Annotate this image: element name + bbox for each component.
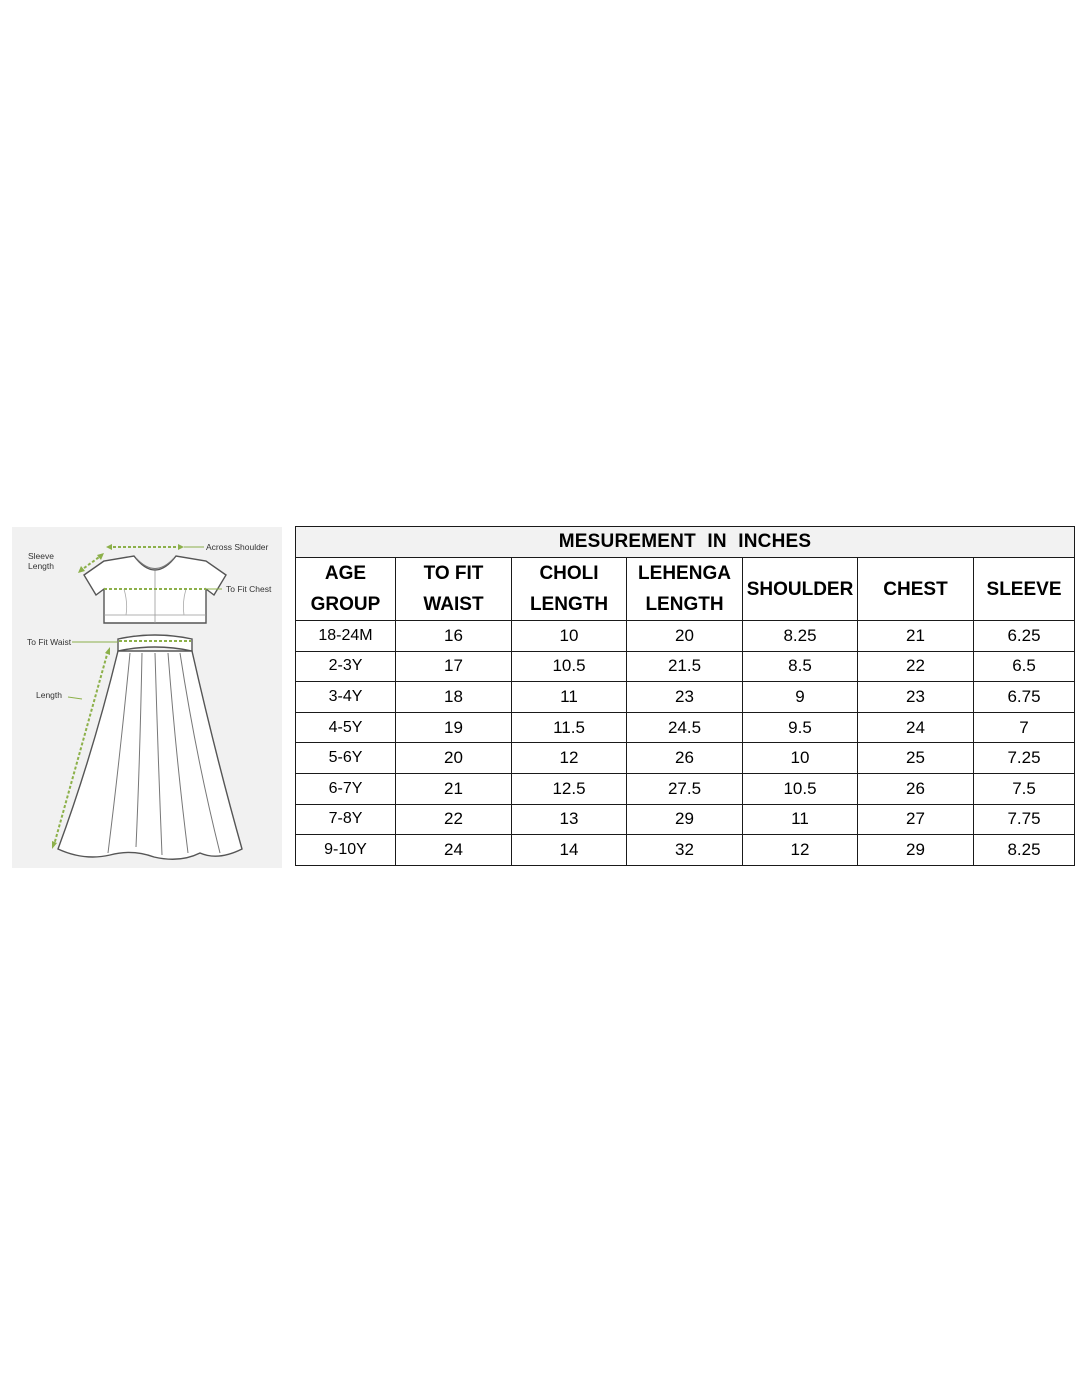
cell-age-group: 3-4Y — [296, 682, 396, 713]
cell-shoulder: 8.5 — [743, 651, 858, 682]
cell-sleeve: 6.75 — [974, 682, 1075, 713]
cell-age-group: 4-5Y — [296, 712, 396, 743]
cell-lehenga-length: 29 — [627, 804, 743, 835]
cell-chest: 25 — [858, 743, 974, 774]
cell-to-fit-waist: 16 — [396, 621, 512, 652]
cell-lehenga-length: 26 — [627, 743, 743, 774]
cell-to-fit-waist: 19 — [396, 712, 512, 743]
sleeve-length-label-1: Sleeve — [28, 551, 54, 561]
cell-choli-length: 14 — [512, 835, 627, 866]
header-lehenga-length: LEHENGA LENGTH — [627, 558, 743, 621]
cell-sleeve: 6.25 — [974, 621, 1075, 652]
cell-shoulder: 12 — [743, 835, 858, 866]
cell-sleeve: 7.75 — [974, 804, 1075, 835]
cell-chest: 27 — [858, 804, 974, 835]
cell-chest: 22 — [858, 651, 974, 682]
table-row — [296, 712, 1075, 743]
to-fit-chest-label: To Fit Chest — [226, 584, 272, 594]
size-chart-table — [295, 526, 1075, 866]
cell-to-fit-waist: 22 — [396, 804, 512, 835]
cell-shoulder: 11 — [743, 804, 858, 835]
cell-sleeve: 7.5 — [974, 773, 1075, 804]
cell-to-fit-waist: 17 — [396, 651, 512, 682]
cell-age-group: 18-24M — [296, 621, 396, 652]
table-title-row — [296, 527, 1075, 558]
header-sleeve: SLEEVE — [974, 558, 1075, 621]
table-row — [296, 835, 1075, 866]
across-shoulder-label: Across Shoulder — [206, 542, 269, 552]
table-body — [296, 621, 1075, 866]
length-label: Length — [36, 690, 62, 700]
header-age-group: AGE GROUP — [296, 558, 396, 621]
cell-shoulder: 10.5 — [743, 773, 858, 804]
cell-age-group: 9-10Y — [296, 835, 396, 866]
table-row — [296, 773, 1075, 804]
to-fit-waist-label: To Fit Waist — [27, 637, 72, 647]
table-row — [296, 804, 1075, 835]
cell-to-fit-waist: 20 — [396, 743, 512, 774]
table-row — [296, 682, 1075, 713]
cell-lehenga-length: 20 — [627, 621, 743, 652]
header-to-fit-waist: TO FIT WAIST — [396, 558, 512, 621]
cell-lehenga-length: 23 — [627, 682, 743, 713]
cell-lehenga-length: 21.5 — [627, 651, 743, 682]
lehenga-choli-illustration — [12, 527, 282, 868]
cell-shoulder: 10 — [743, 743, 858, 774]
cell-chest: 24 — [858, 712, 974, 743]
cell-shoulder: 8.25 — [743, 621, 858, 652]
cell-choli-length: 11 — [512, 682, 627, 713]
cell-chest: 21 — [858, 621, 974, 652]
table-row — [296, 651, 1075, 682]
header-choli-length: CHOLI LENGTH — [512, 558, 627, 621]
sleeve-length-label-2: Length — [28, 561, 54, 571]
cell-shoulder: 9 — [743, 682, 858, 713]
cell-age-group: 2-3Y — [296, 651, 396, 682]
cell-chest: 23 — [858, 682, 974, 713]
cell-shoulder: 9.5 — [743, 712, 858, 743]
cell-age-group: 7-8Y — [296, 804, 396, 835]
header-chest: CHEST — [858, 558, 974, 621]
header-shoulder: SHOULDER — [743, 558, 858, 621]
measurement-diagram — [12, 527, 282, 868]
table-row — [296, 621, 1075, 652]
cell-lehenga-length: 24.5 — [627, 712, 743, 743]
cell-lehenga-length: 27.5 — [627, 773, 743, 804]
cell-age-group: 5-6Y — [296, 743, 396, 774]
cell-sleeve: 7 — [974, 712, 1075, 743]
cell-sleeve: 8.25 — [974, 835, 1075, 866]
cell-choli-length: 11.5 — [512, 712, 627, 743]
cell-lehenga-length: 32 — [627, 835, 743, 866]
cell-choli-length: 12.5 — [512, 773, 627, 804]
cell-chest: 26 — [858, 773, 974, 804]
cell-chest: 29 — [858, 835, 974, 866]
table-header-row — [296, 558, 1075, 621]
cell-sleeve: 7.25 — [974, 743, 1075, 774]
cell-age-group: 6-7Y — [296, 773, 396, 804]
cell-choli-length: 10.5 — [512, 651, 627, 682]
table-row — [296, 743, 1075, 774]
cell-to-fit-waist: 18 — [396, 682, 512, 713]
cell-choli-length: 13 — [512, 804, 627, 835]
cell-to-fit-waist: 21 — [396, 773, 512, 804]
cell-choli-length: 10 — [512, 621, 627, 652]
lehenga-waistband — [118, 635, 192, 651]
table-title: MESUREMENT IN INCHES — [296, 527, 1075, 558]
cell-sleeve: 6.5 — [974, 651, 1075, 682]
cell-to-fit-waist: 24 — [396, 835, 512, 866]
cell-choli-length: 12 — [512, 743, 627, 774]
